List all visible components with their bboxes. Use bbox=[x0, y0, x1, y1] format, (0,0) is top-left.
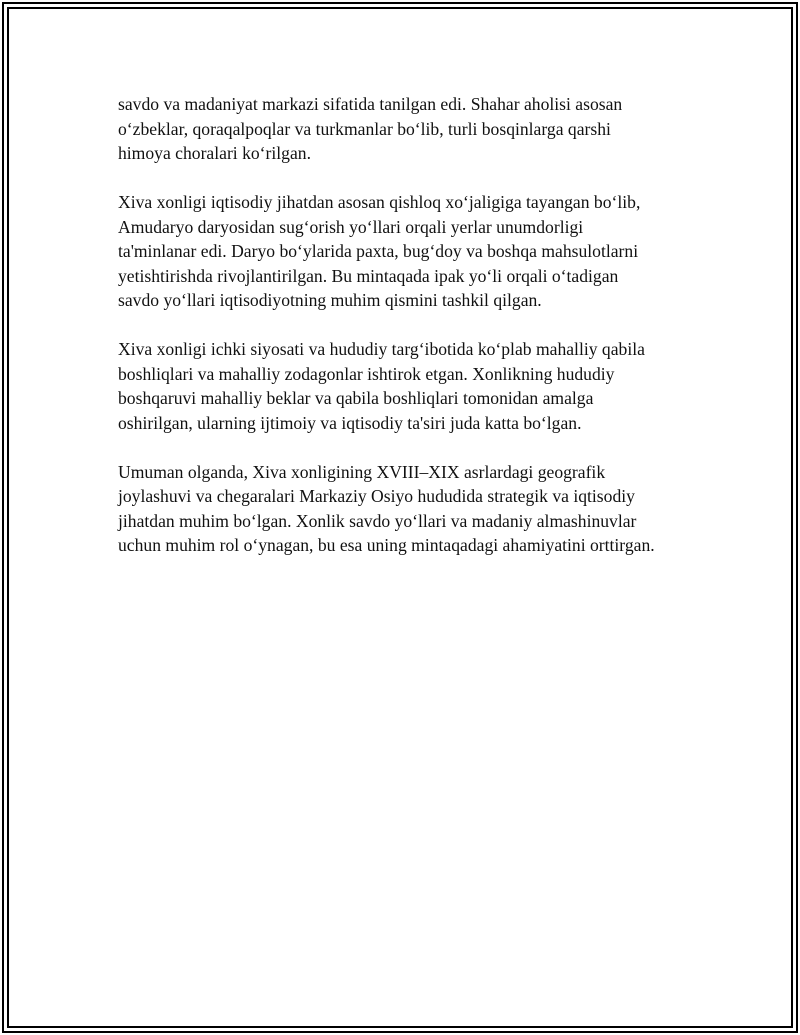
document-body bbox=[118, 92, 693, 582]
text-line: uchun muhim rol o‘ynagan, bu esa uning mintaqadagi ahamiyatini orttirgan. bbox=[118, 535, 655, 555]
paragraph-2 bbox=[118, 190, 693, 313]
text-line: savdo yo‘llari iqtisodiyotning muhim qismini tashkil qilgan. bbox=[118, 290, 542, 310]
text-line: savdo va madaniyat markazi sifatida tanilgan edi. Shahar aholisi asosan bbox=[118, 94, 623, 114]
paragraph-4 bbox=[118, 460, 693, 558]
text-line: joylashuvi va chegaralari Markaziy Osiyo hududida strategik va iqtisodiy bbox=[118, 486, 635, 506]
paragraph-1 bbox=[118, 92, 693, 166]
paragraph-3 bbox=[118, 337, 693, 435]
text-line: Umuman olganda, Xiva xonligining XVIII–XIX asrlardagi geografik bbox=[118, 461, 606, 482]
text-line: boshliqlari va mahalliy zodagonlar ishtirok etgan. Xonlikning hududiy bbox=[118, 363, 615, 384]
text-line: himoya choralari ko‘rilgan. bbox=[118, 143, 311, 163]
text-line: yetishtirishda rivojlantirilgan. Bu mintaqada ipak yo‘li orqali o‘tadigan bbox=[118, 265, 619, 286]
text-line: Xiva xonligi ichki siyosati va hududiy targ‘ibotida ko‘plab mahalliy qabila bbox=[118, 339, 645, 359]
text-line: Amudaryo daryosidan sug‘orish yo‘llari orqali yerlar unumdorligi bbox=[118, 216, 584, 237]
text-line: boshqaruvi mahalliy beklar va qabila boshliqlari tomonidan amalga bbox=[118, 388, 594, 408]
text-line: o‘zbeklar, qoraqalpoqlar va turkmanlar bo‘lib, turli bosqinlarga qarshi bbox=[118, 118, 611, 139]
text-line: ta'minlanar edi. Daryo bo‘ylarida paxta, bug‘doy va boshqa mahsulotlarni bbox=[118, 241, 639, 261]
text-line: jihatdan muhim bo‘lgan. Xonlik savdo yo‘llari va madaniy almashinuvlar bbox=[118, 510, 637, 531]
text-line: Xiva xonligi iqtisodiy jihatdan asosan qishloq xo‘jaligiga tayangan bo‘lib, bbox=[118, 192, 641, 212]
text-line: oshirilgan, ularning ijtimoiy va iqtisodiy ta'siri juda katta bo‘lgan. bbox=[118, 412, 582, 433]
